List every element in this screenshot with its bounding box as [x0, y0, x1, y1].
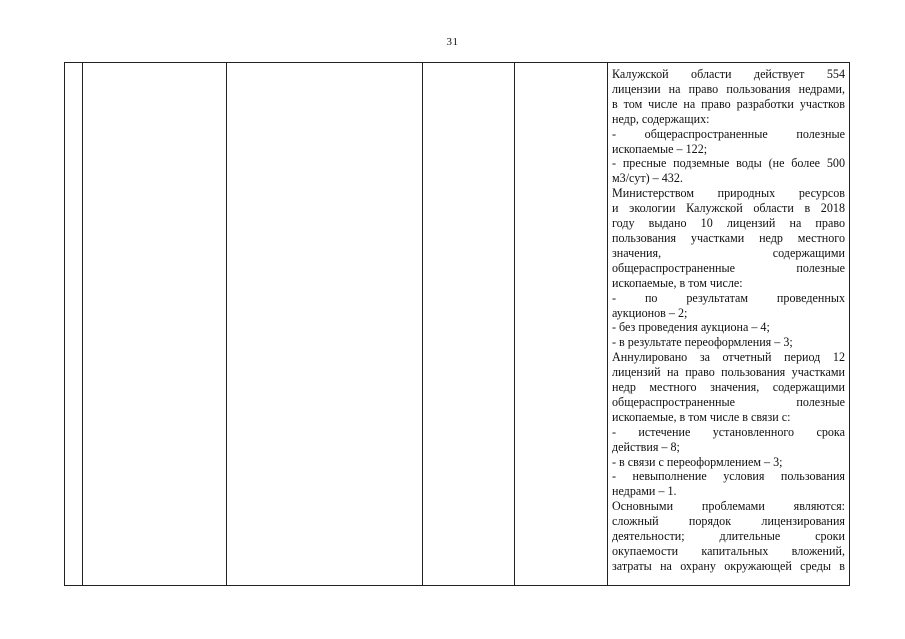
text-line: недр, содержащих: — [612, 111, 710, 126]
text-line: - в связи с переоформлением – 3; — [612, 454, 783, 469]
text-line: сложный порядок лицензирования — [612, 514, 845, 529]
text-line: - в результате переоформления – 3; — [612, 335, 793, 350]
text-line: лицензии на право пользования недрами, — [612, 81, 845, 96]
text-line: ископаемые, в том числе: — [612, 275, 743, 290]
text-line: и экологии Калужской области в 2018 — [612, 201, 845, 216]
table-cell-col-3 — [227, 63, 423, 586]
text-line: - по результатам проведенных — [612, 290, 845, 305]
text-line: ископаемые, в том числе в связи с: — [612, 409, 791, 424]
table-cell-col-4 — [423, 63, 515, 586]
text-line: - общераспространенные полезные — [612, 126, 845, 141]
text-line: ископаемые – 122; — [612, 141, 708, 156]
text-line: пользования участками недр местного — [612, 230, 845, 245]
report-table — [64, 62, 850, 586]
page-number: 31 — [446, 36, 459, 48]
text-line: - невыполнение условия пользования — [612, 469, 845, 484]
text-line: лицензий на право пользования участками — [612, 365, 845, 380]
text-line: Министерством природных ресурсов — [612, 186, 845, 201]
text-line: - истечение установленного срока — [612, 424, 845, 439]
cell-text-body — [612, 67, 845, 574]
text-line: - пресные подземные воды (не более 500 — [612, 156, 845, 171]
text-line: Калужской области действует 554 — [612, 67, 845, 81]
text-line: недр местного значения, содержащими — [612, 380, 845, 395]
table-cell-col-6-text — [608, 63, 850, 586]
table-cell-col-1 — [65, 63, 83, 586]
text-line: м3/сут) – 432. — [612, 171, 683, 186]
text-line: в том числе на право разработки участков — [612, 96, 845, 111]
text-line: значения, содержащими — [612, 245, 845, 260]
table-cell-col-5 — [515, 63, 608, 586]
table-row — [65, 63, 850, 586]
text-line: недрами – 1. — [612, 484, 677, 499]
text-line: общераспространенные полезные — [612, 394, 845, 409]
text-line: Основными проблемами являются: — [612, 499, 845, 514]
text-line: общераспространенные полезные — [612, 260, 845, 275]
text-line: затраты на охрану окружающей среды в — [612, 558, 845, 573]
text-line: окупаемости капитальных вложений, — [612, 544, 845, 558]
text-line: году выдано 10 лицензий на право — [612, 216, 845, 231]
text-line: Аннулировано за отчетный период 12 — [612, 350, 845, 365]
table-cell-col-2 — [83, 63, 227, 586]
text-line: деятельности; длительные сроки — [612, 529, 845, 544]
text-line: действия – 8; — [612, 439, 680, 454]
text-line: аукционов – 2; — [612, 305, 688, 320]
text-line: - без проведения аукциона – 4; — [612, 320, 770, 335]
